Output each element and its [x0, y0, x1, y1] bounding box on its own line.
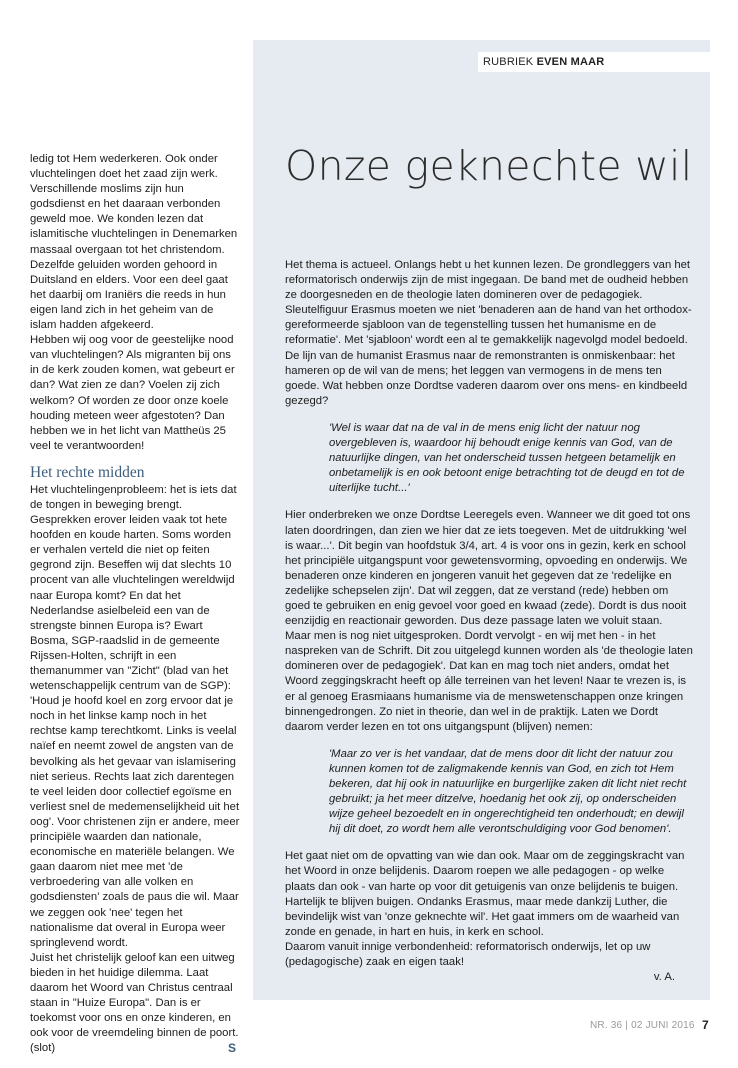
left-paragraph: Hebben wij oog voor de geestelijke nood van vluchtelingen? Als migranten bij ons in de kerk zouden komen, wat gebeurt er dan? Wat zien ze dan? Voelen zij zich welkom? Of worden ze door onze koele houding meteen weer afgestoten? Dan hebben we in het licht van Mattheüs 25 veel te verantwoorden! [30, 334, 235, 452]
left-paragraph: Juist het christelijk geloof kan een uitweg bieden in het huidige dilemma. Laat daarom het Woord van Christus centraal staan in "Huize Europa". Dan is er toekomst voor ons en onze kinderen, en ook voor de vreemdeling binnen de poort. [30, 951, 239, 1040]
section-label [478, 52, 710, 72]
article-title: Onze geknechte wil [285, 142, 693, 190]
left-column [30, 152, 240, 1056]
subheading: Het rechte midden [30, 463, 145, 481]
main-column [285, 258, 695, 985]
end-mark-icon: S [227, 1041, 236, 1056]
issue-info: NR. 36 | 02 JUNI 2016 [590, 1020, 695, 1031]
rubriek-name: EVEN MAAR [536, 56, 605, 68]
body-paragraph: Hier onderbreken we onze Dordtse Leeregels even. Wanneer we dit goed tot ons laten doordringen, dan zien we hier dat ze iets toegeven. Met de uitdrukking 'wel is waar...'. Dit begin van hoofdstuk 3/4, art. 4 is voor ons in gezin, kerk en school het principiële uitgangspunt voor gewetensvorming, opvoeding en onderwijs. We benaderen onze kinderen en jongeren vanuit het gegeven dat ze 'redelijke en zedelijke schepselen zijn'. Dat wil zeggen, dat ze verstand (rede) hebben om goed te gebruiken en enig gevoel voor goed en kwaad (zede). Dordt is dus nooit eenzijdig en reactionair geworden. Dus deze passage laten we voluit staan. [285, 509, 691, 628]
signature: v. A. [653, 971, 675, 984]
body-paragraph: Het thema is actueel. Onlangs hebt u het kunnen lezen. De grondleggers van het reformatorisch onderwijs zijn de mist ingegaan. De band met de oudheid hebben ze doorgesneden en de theologie laten domineren over de pedagogiek. Sleutelfiguur Erasmus moeten we niet 'benaderen aan de hand van het orthodox-gereformeerde sjabloon van de tegenstelling tussen het humanisme en de reformatie'. Met 'sjabloon' wordt een al te gemakkelijk nagevolgd model bedoeld. [285, 259, 692, 347]
body-paragraph: Maar men is nog niet uitgesproken. Dordt vervolgt - en wij met hen - in het naspreken van de Schrift. Dit zou uitgelegd kunnen worden als 'de theologie laten domineren over de pedagogiek'. Dat kan en mag toch niet anders, omdat het Woord zeggingskracht heeft op álle terreinen van het leven! Naar te vrezen is, is er al genoeg Erasmiaans humanisme via de menswetenschappen onze kringen binnengedrongen. Zo niet in theorie, dan wel in de praktijk. Laten we Dordt daarom verder lezen en tot ons uitgangspunt (blijven) nemen: [285, 630, 693, 733]
body-paragraph: Het gaat niet om de opvatting van wie dan ook. Maar om de zeggingskracht van het Woord in onze belijdenis. Daarom roepen we alle pedagogen - op welke plaats dan ook - van harte op voor dit getuigenis van onze belijdenis te buigen. Hartelijk te blijven buigen. Ondanks Erasmus, maar mede dankzij Luther, die bevindelijk wist van 'onze geknechte wil'. Het gaat immers om de waarheid van zonde en genade, in hart en huis, in kerk en school. [285, 850, 685, 938]
body-paragraph: Daarom vanuit innige verbondenheid: reformatorisch onderwijs, let op uw (pedagogische) zaak en eigen taak! [285, 940, 651, 969]
left-paragraph: Het vluchtelingenprobleem: het is iets dat de tongen in beweging brengt. Gesprekken erover leiden vaak tot hete hoofden en koude harten. Soms worden er verhalen verteld die niet op feiten gegrond zijn. Beseffen wij dat slechts 10 procent van alle vluchtelingen wereldwijd naar Europa komt? En dat het Nederlandse asielbeleid een van de strengste binnen Europa is? Ewart Bosma, SGP-raadslid in de gemeente Rijssen-Holten, schrijft in een themanummer van "Zicht" (blad van het wetenschappelijk centrum van de SGP): 'Houd je hoofd koel en zorg ervoor dat je noch in het linkse kamp noch in het rechtse kamp terechtkomt. Links is veelal naïef en neemt zowel de angsten van de bevolking als het gevaar van islamisering niet serieus. Rechts laat zich darentegen te veel leiden door collectief egoïsme en verliest snel de medemenselijkheid uit het oog'. Voor christenen zijn er andere, meer principiële waarden dan nationale, economische en materiële belangen. We gaan daarom niet mee met 'de verbroedering van alle volken en godsdiensten' zoals de paus die wil. Maar we zeggen ook 'nee' tegen het nationalisme dat overal in Europa weer springlevend wordt. [30, 483, 240, 949]
rubriek-label: RUBRIEK [483, 56, 534, 68]
quote-block: 'Maar zo ver is het vandaar, dat de mens door dit licht der natuur zou kunnen komen tot de zaligmakende kennis van God, en zich tot Hem bekeren, dat hij ook in natuurlijke en burgerlijke zaken dit licht niet recht gebruikt; ja het meer ditzelve, hoedanig het ook zij, op onderscheiden wijze geheel bezoedelt en in ongerechtigheid ten onderhoudt; en dewijl hij dit doet, zo wordt hem alle verontschuldiging voor God benomen'. [329, 747, 687, 836]
left-paragraph: ledig tot Hem wederkeren. Ook onder vluchtelingen doet het zaad zijn werk. Verschillende moslims zijn hun godsdienst en het daaraan verbonden geweld moe. We konden lezen dat islamitische vluchtelingen in Denemarken massaal overgaan tot het christendom. Dezelfde geluiden worden gehoord in Duitsland en elders. Voor een deel gaat het daarbij om Iraniërs die reeds in hun eigen land zich in het geheim van de islam hadden afgekeerd. [30, 153, 238, 332]
body-paragraph: De lijn van de humanist Erasmus naar de remonstranten is onmiskenbaar: het hameren op de wil van de mens; het leggen van vermogens in de mens ten goede. Wat hebben onze Dordtse vaderen daarom over ons mens- en kindbeeld gezegd? [285, 349, 688, 407]
quote-block: 'Wel is waar dat na de val in de mens enig licht der natuur nog overgebleven is, waardoor hij behoudt enige kennis van God, van de natuurlijke dingen, van het onderscheid tussen hetgeen betamelijk en onbetamelijk is en ook betoont enige betrachting tot de deugd en tot de uiterlijke tucht...' [329, 421, 685, 495]
page-number: 7 [702, 1018, 709, 1032]
slot-label: (slot) [30, 1042, 56, 1055]
